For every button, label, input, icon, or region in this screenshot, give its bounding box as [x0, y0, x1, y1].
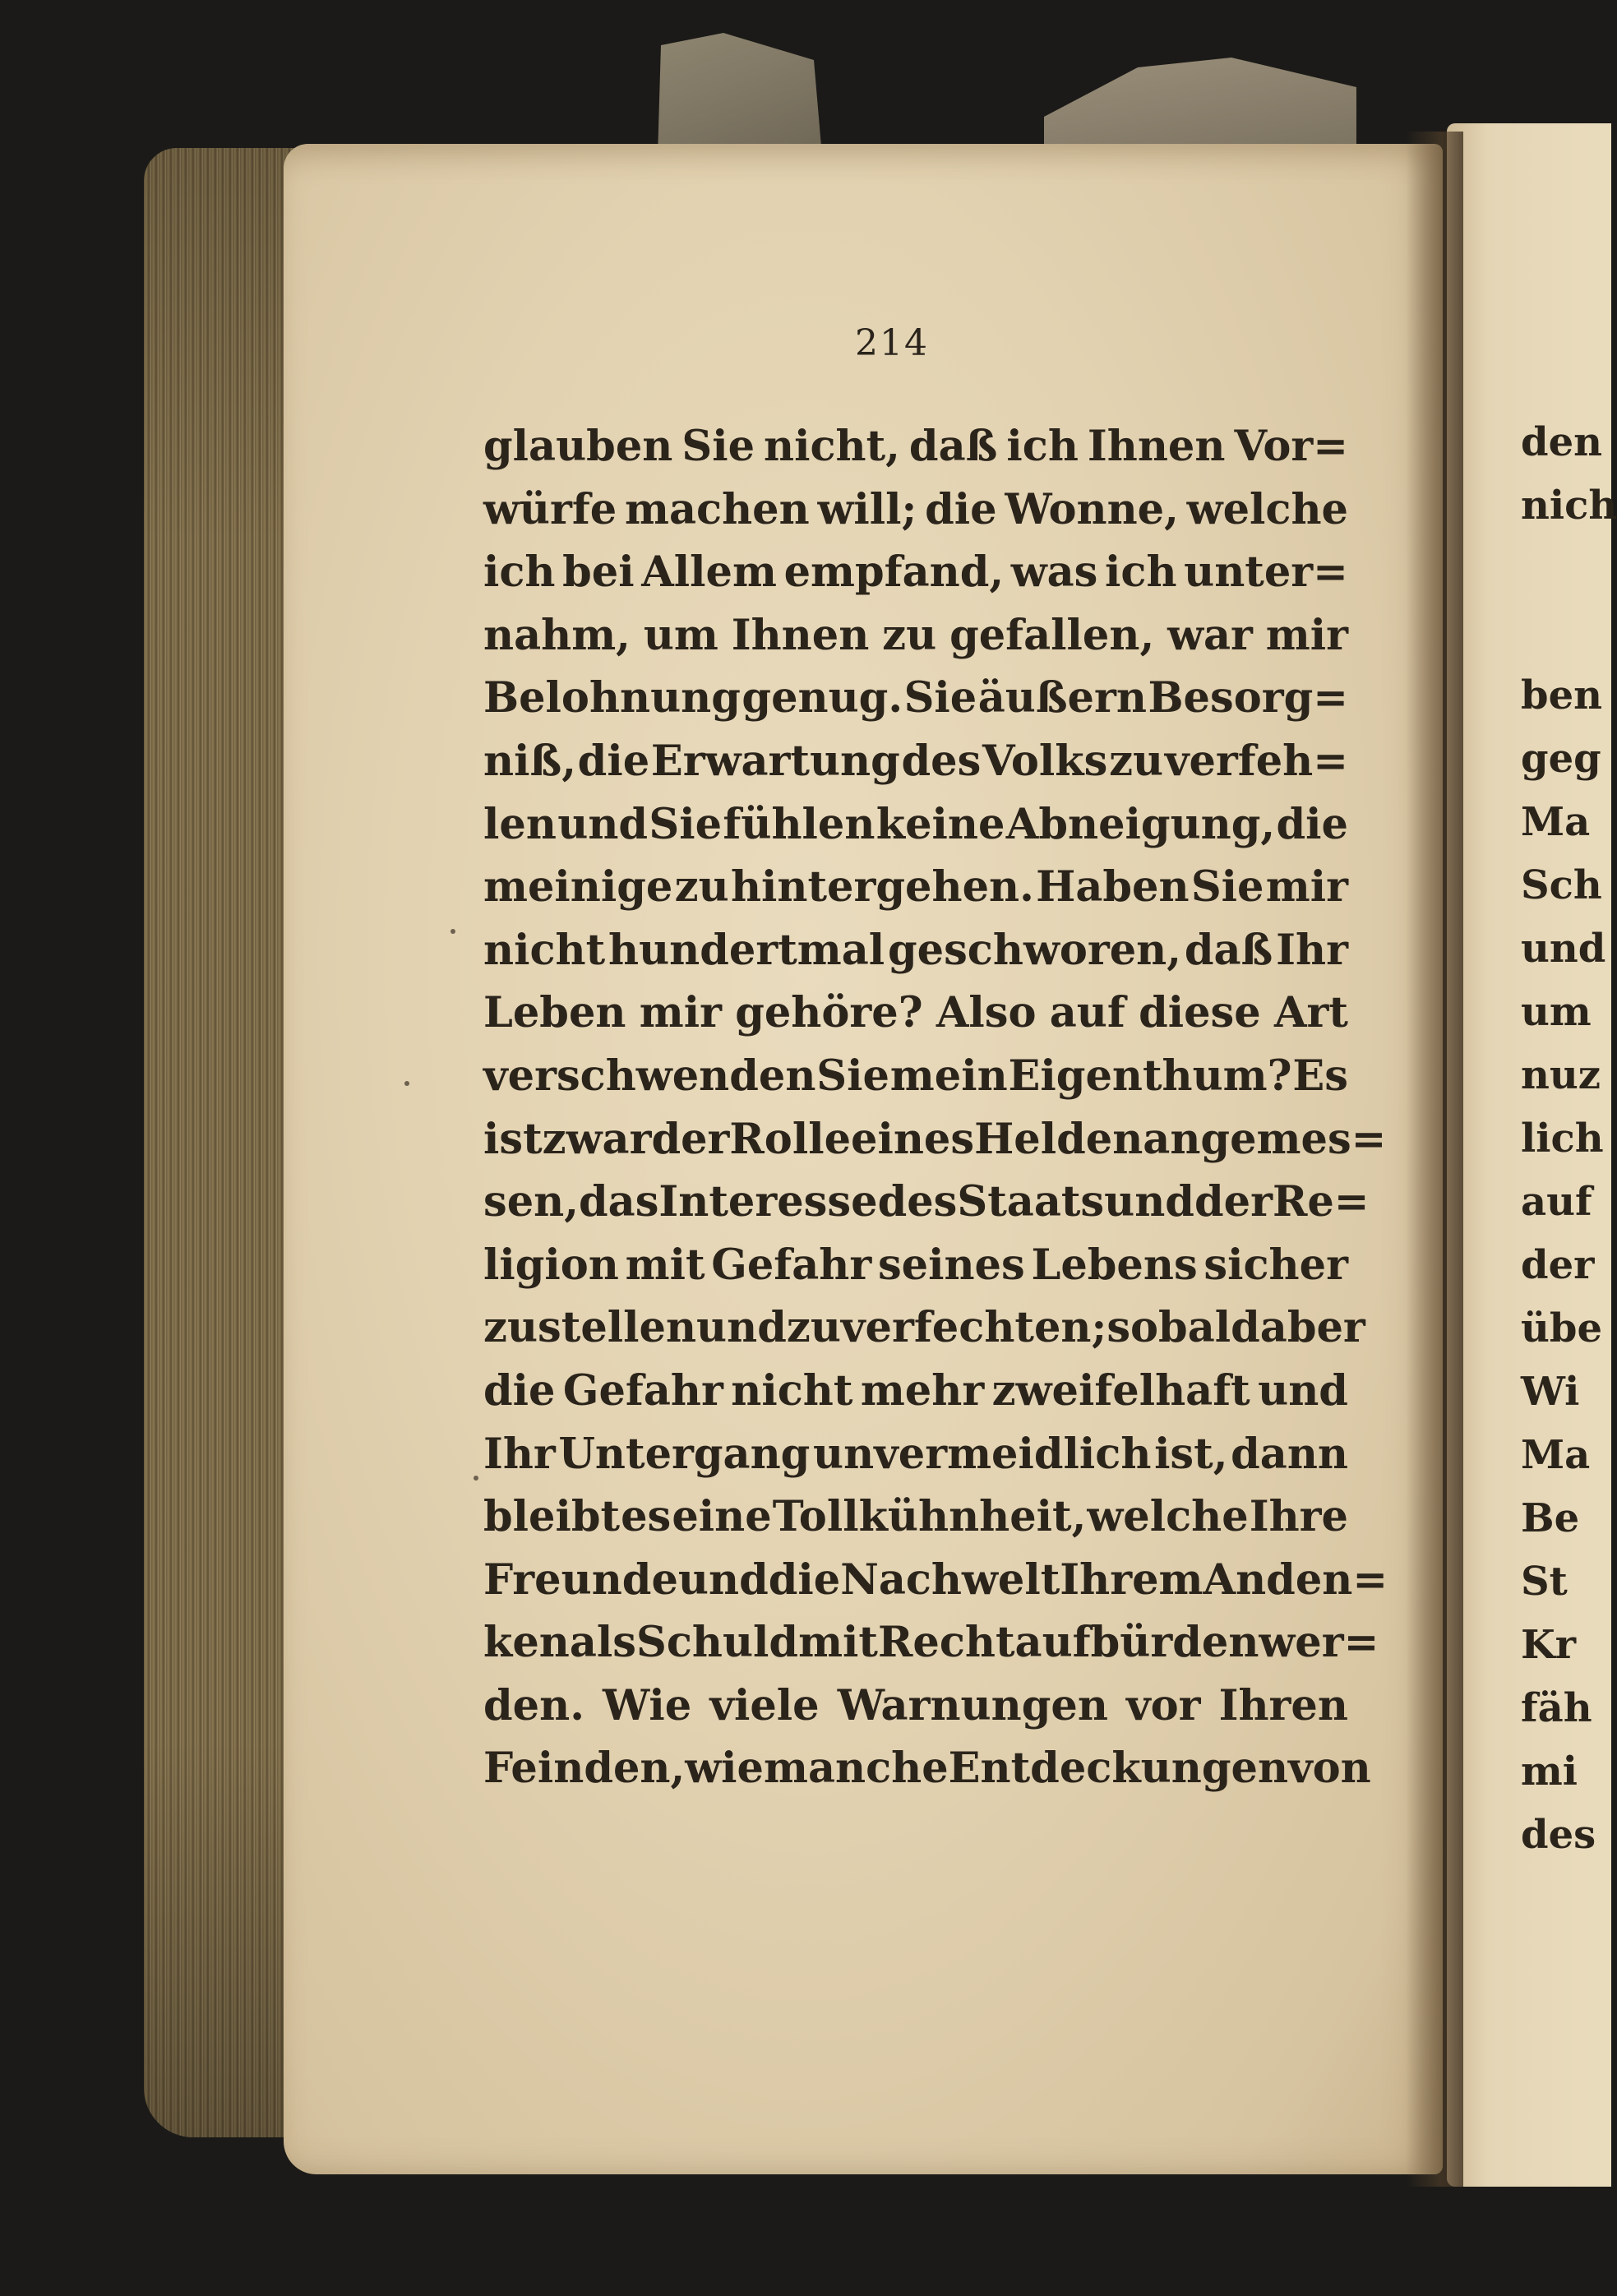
- word: manche: [764, 1744, 949, 1794]
- word: Ihnen: [1087, 422, 1226, 471]
- word: zu: [1109, 736, 1164, 786]
- word: ist,: [1154, 1429, 1228, 1479]
- body-text: [483, 415, 1388, 1800]
- word: mir: [1265, 610, 1348, 660]
- word: und: [557, 799, 649, 849]
- word: als: [569, 1618, 637, 1668]
- word: Also: [936, 988, 1037, 1038]
- word: mir: [1265, 862, 1348, 912]
- word: ken: [483, 1618, 570, 1668]
- word: bleibt: [483, 1492, 621, 1542]
- word: machen: [625, 484, 810, 534]
- word: war: [1167, 610, 1253, 660]
- text-line: [483, 1611, 1379, 1675]
- paper-scrap-left: [658, 33, 822, 156]
- word: Sie: [816, 1051, 889, 1101]
- word: len: [483, 799, 557, 849]
- text-line: [483, 415, 1348, 478]
- word: stellen: [538, 1303, 697, 1353]
- facing-line-fragment: um: [1521, 989, 1592, 1035]
- word: Ihrem: [1060, 1555, 1204, 1605]
- word: Nachwelt: [840, 1555, 1060, 1605]
- word: Volks: [982, 736, 1108, 786]
- word: eines: [851, 1114, 975, 1164]
- word: Staats: [957, 1177, 1105, 1227]
- word: die: [577, 736, 650, 786]
- facing-line-fragment: Ma: [1521, 799, 1591, 845]
- word: hundertmal: [608, 925, 885, 975]
- word: Wie: [603, 1680, 692, 1730]
- word: bei: [562, 547, 635, 598]
- facing-line-gap: [1521, 538, 1586, 601]
- word: meinige: [483, 862, 673, 912]
- facing-line-fragment: den: [1521, 419, 1602, 465]
- text-line: [483, 1171, 1370, 1234]
- page-number: 214: [855, 322, 929, 364]
- word: Ihr: [1276, 925, 1348, 975]
- word: verfechten;: [840, 1303, 1107, 1353]
- word: seines: [877, 1240, 1025, 1290]
- word: der: [1194, 1177, 1273, 1227]
- word: Helden: [974, 1114, 1143, 1164]
- word: eine: [672, 1492, 772, 1542]
- word: empfand,: [783, 547, 1005, 598]
- word: Haben: [1036, 862, 1190, 912]
- text-line: [483, 604, 1348, 668]
- word: würfe: [483, 484, 617, 534]
- text-line: [483, 1234, 1348, 1297]
- word: Vor=: [1234, 422, 1348, 471]
- word: das: [579, 1177, 659, 1227]
- text-line: [483, 667, 1348, 730]
- word: und: [696, 1303, 787, 1353]
- word: des: [877, 1177, 958, 1227]
- word: nahm,: [483, 610, 631, 660]
- word: die: [1276, 799, 1348, 849]
- word: Untergang: [558, 1429, 811, 1479]
- text-line: [483, 1737, 1371, 1800]
- text-line: [483, 1296, 1365, 1360]
- word: wer=: [1259, 1618, 1379, 1668]
- word: aufbürden: [1014, 1618, 1259, 1668]
- word: Lebens: [1031, 1240, 1198, 1290]
- facing-line-fragment: Sch: [1521, 862, 1602, 908]
- text-line: [483, 541, 1348, 604]
- facing-line-fragment: auf: [1521, 1179, 1592, 1225]
- word: will;: [817, 484, 917, 534]
- facing-line-fragment: Be: [1521, 1495, 1580, 1541]
- word: viele: [709, 1680, 820, 1730]
- text-line: [483, 793, 1348, 857]
- word: zu: [483, 1303, 538, 1353]
- word: Sie: [903, 673, 977, 723]
- word: was: [1010, 547, 1098, 598]
- text-line: [483, 1423, 1348, 1486]
- facing-line-fragment: Kr: [1521, 1622, 1577, 1668]
- word: welche: [1186, 484, 1348, 534]
- word: Ihr: [483, 1429, 556, 1479]
- word: geschworen,: [887, 925, 1182, 975]
- word: zwar: [542, 1114, 652, 1164]
- word: mit: [798, 1618, 878, 1668]
- word: die: [483, 1365, 556, 1416]
- word: Eigenthum?: [1008, 1051, 1292, 1101]
- word: Besorg=: [1148, 673, 1348, 723]
- word: Interesse: [658, 1177, 878, 1227]
- word: nicht: [731, 1365, 853, 1416]
- word: und: [677, 1555, 769, 1605]
- word: Leben: [483, 988, 626, 1038]
- word: der: [651, 1114, 730, 1164]
- word: fühlen: [723, 799, 875, 849]
- word: glauben: [483, 422, 673, 471]
- word: gefallen,: [949, 610, 1155, 660]
- word: Ihnen: [731, 610, 870, 660]
- word: Gefahr: [562, 1365, 723, 1416]
- text-line: [483, 1045, 1348, 1108]
- word: verfeh=: [1164, 736, 1348, 786]
- text-line: [483, 1108, 1387, 1171]
- word: Allem: [641, 547, 777, 598]
- word: Rolle: [729, 1114, 852, 1164]
- word: welche: [1087, 1492, 1249, 1542]
- word: von: [1288, 1744, 1371, 1794]
- ink-speck: [450, 929, 455, 934]
- word: ich: [1105, 547, 1177, 598]
- ink-speck: [474, 1476, 478, 1481]
- text-line: [483, 478, 1348, 542]
- facing-line-fragment: der: [1521, 1242, 1595, 1288]
- word: zweifelhaft: [991, 1365, 1250, 1416]
- word: sen,: [483, 1177, 579, 1227]
- facing-line-fragment: lich: [1521, 1116, 1604, 1162]
- text-line: [483, 856, 1348, 919]
- word: daß: [1184, 925, 1273, 975]
- facing-line-gap: [1521, 601, 1586, 664]
- facing-line-fragment: mi: [1521, 1749, 1578, 1795]
- word: gehöre?: [735, 988, 923, 1038]
- word: verschwenden: [483, 1051, 816, 1101]
- word: genug.: [742, 673, 903, 723]
- word: auf: [1049, 988, 1125, 1038]
- text-line: [483, 982, 1348, 1045]
- word: den.: [483, 1680, 584, 1730]
- word: unter=: [1184, 547, 1348, 598]
- word: Entdeckungen: [948, 1744, 1289, 1794]
- word: Feinden,: [483, 1744, 686, 1794]
- word: Sie: [1190, 862, 1264, 912]
- text-line: [483, 919, 1348, 982]
- word: und: [1258, 1365, 1348, 1416]
- facing-line-fragment: nich: [1521, 483, 1617, 529]
- text-line: [483, 1485, 1348, 1549]
- word: sicher: [1204, 1240, 1348, 1290]
- word: keine: [875, 799, 1005, 849]
- word: Es: [1292, 1051, 1348, 1101]
- facing-page-text: [1521, 411, 1617, 1867]
- word: vor: [1126, 1680, 1201, 1730]
- word: Wonne,: [1005, 484, 1179, 534]
- word: Sie: [649, 799, 723, 849]
- word: Erwartung: [650, 736, 900, 786]
- word: es: [621, 1492, 672, 1542]
- word: hintergehen.: [730, 862, 1034, 912]
- ink-speck: [404, 1081, 409, 1086]
- word: die: [925, 484, 997, 534]
- word: Ihren: [1218, 1680, 1348, 1730]
- word: und: [1104, 1177, 1194, 1227]
- book-gutter-shadow: [1406, 132, 1463, 2187]
- paper-scrap-right: [1044, 58, 1356, 156]
- word: angemes=: [1143, 1114, 1387, 1164]
- word: Tollkühnheit,: [772, 1492, 1087, 1542]
- facing-line-fragment: geg: [1521, 736, 1601, 782]
- word: Sie: [681, 422, 755, 471]
- word: Belohnung: [483, 673, 741, 723]
- facing-line-fragment: Ma: [1521, 1432, 1591, 1478]
- word: die: [768, 1555, 841, 1605]
- word: Ihre: [1249, 1492, 1348, 1542]
- word: zu: [786, 1303, 841, 1353]
- word: Re=: [1272, 1177, 1370, 1227]
- word: aber: [1259, 1303, 1365, 1353]
- word: Gefahr: [711, 1240, 872, 1290]
- word: ich: [1006, 422, 1079, 471]
- word: Abneigung,: [1005, 799, 1276, 849]
- word: niß,: [483, 736, 576, 786]
- word: sobald: [1106, 1303, 1260, 1353]
- word: äußern: [977, 673, 1147, 723]
- word: wie: [685, 1744, 764, 1794]
- facing-line-fragment: und: [1521, 926, 1606, 972]
- facing-line-fragment: St: [1521, 1559, 1568, 1605]
- word: zu: [674, 862, 729, 912]
- text-line: [483, 1360, 1348, 1423]
- word: mehr: [860, 1365, 985, 1416]
- word: ligion: [483, 1240, 619, 1290]
- text-line: [483, 1675, 1348, 1738]
- word: ich: [483, 547, 556, 598]
- facing-line-fragment: nuz: [1521, 1052, 1601, 1098]
- word: nicht: [483, 925, 606, 975]
- word: diese: [1139, 988, 1261, 1038]
- word: Freunde: [483, 1555, 678, 1605]
- word: zu: [882, 610, 937, 660]
- facing-line-fragment: ben: [1521, 672, 1602, 718]
- text-line: [483, 730, 1348, 793]
- text-line: [483, 1549, 1388, 1612]
- word: Warnungen: [837, 1680, 1108, 1730]
- word: des: [901, 736, 982, 786]
- facing-line-fragment: übe: [1521, 1305, 1602, 1351]
- word: mein: [889, 1051, 1008, 1101]
- word: Art: [1273, 988, 1348, 1038]
- facing-line-fragment: des: [1521, 1812, 1596, 1858]
- facing-line-fragment: Wi: [1521, 1369, 1580, 1415]
- word: ist: [483, 1114, 543, 1164]
- word: Anden=: [1203, 1555, 1388, 1605]
- word: Recht: [878, 1618, 1015, 1668]
- word: daß: [908, 422, 998, 471]
- word: nicht,: [764, 422, 900, 471]
- word: Schuld: [636, 1618, 799, 1668]
- word: dann: [1231, 1429, 1348, 1479]
- word: unvermeidlich: [812, 1429, 1152, 1479]
- word: mit: [625, 1240, 705, 1290]
- word: um: [643, 610, 718, 660]
- word: mir: [639, 988, 722, 1038]
- facing-line-fragment: fäh: [1521, 1685, 1592, 1731]
